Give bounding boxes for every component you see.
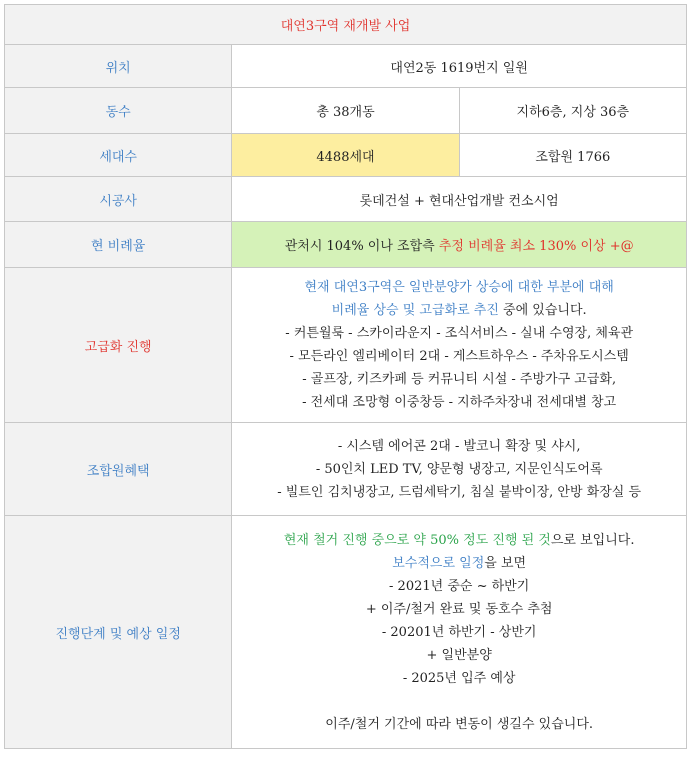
- premium-line-3: - 커튼월룩 - 스카이라운지 - 조식서비스 - 실내 수영장, 체육관: [285, 326, 634, 341]
- info-table: [4, 4, 687, 749]
- households-total: 4488세대: [232, 134, 459, 177]
- schedule-row: [5, 516, 687, 749]
- premium-line-1: 현재 대연3구역은 일반분양가 상승에 대한 부분에 대해: [304, 280, 614, 295]
- builder-value: 롯데건설 + 현대산업개발 컨소시엄: [232, 177, 687, 222]
- premium-line-4: - 모든라인 엘리베이터 2대 - 게스트하우스 - 주차유도시스템: [289, 349, 629, 364]
- ratio-highlight: 추정 비례율 최소 130% 이상 +@: [438, 239, 634, 254]
- schedule-line-1: [240, 529, 678, 552]
- benefits-line-3: - 빌트인 김치냉장고, 드럼세탁기, 침실 붙박이장, 안방 화장실 등: [277, 484, 642, 500]
- premium-highlight: 비례율 상승 및 고급화로 추진: [331, 303, 499, 318]
- buildings-floors: 지하6층, 지상 36층: [459, 88, 686, 134]
- schedule-line-1-rest: 으로 보입니다.: [550, 532, 635, 548]
- builder-label: 시공사: [5, 177, 232, 222]
- schedule-spacer: [240, 690, 678, 713]
- schedule-conservative: 보수적으로 일정: [392, 555, 485, 571]
- premium-line-2-rest: 중에 있습니다.: [498, 303, 587, 318]
- schedule-line-6: + 일반분양: [426, 647, 492, 663]
- table-title: 대연3구역 재개발 사업: [5, 5, 687, 45]
- location-row: [5, 45, 687, 88]
- schedule-line-4: + 이주/철거 완료 및 동호수 추첨: [365, 601, 553, 617]
- benefits-content: [232, 423, 687, 516]
- premium-label: 고급화 진행: [5, 268, 232, 423]
- buildings-row: [5, 88, 687, 134]
- ratio-text: 관처시 104% 이나 조합측: [284, 239, 439, 254]
- schedule-highlight: 현재 철거 진행 중으로 약 50% 정도 진행 된 것: [283, 532, 551, 548]
- ratio-row: [5, 222, 687, 268]
- benefits-label: 조합원혜택: [5, 423, 232, 516]
- premium-row: [5, 268, 687, 423]
- schedule-line-2-rest: 을 보면: [484, 555, 527, 571]
- ratio-value: [232, 222, 687, 268]
- benefits-row: [5, 423, 687, 516]
- households-members: 조합원 1766: [459, 134, 686, 177]
- schedule-line-2: [240, 552, 678, 575]
- schedule-line-7: - 2025년 입주 예상: [402, 670, 516, 686]
- schedule-label: 진행단계 및 예상 일정: [5, 516, 232, 749]
- households-row: [5, 134, 687, 177]
- location-label: 위치: [5, 45, 232, 88]
- premium-line-2: [240, 299, 678, 322]
- title-row: [5, 5, 687, 45]
- premium-content: [232, 268, 687, 423]
- buildings-count: 총 38개동: [232, 88, 459, 134]
- ratio-label: 현 비례율: [5, 222, 232, 268]
- buildings-label: 동수: [5, 88, 232, 134]
- schedule-content: [232, 516, 687, 749]
- benefits-line-1: - 시스템 에어콘 2대 - 발코니 확장 및 샤시,: [337, 438, 581, 454]
- builder-row: [5, 177, 687, 222]
- benefits-line-2: - 50인치 LED TV, 양문형 냉장고, 지문인식도어록: [315, 461, 603, 477]
- location-value: 대연2동 1619번지 일원: [232, 45, 687, 88]
- schedule-line-5: - 20201년 하반기 - 상반기: [381, 624, 537, 640]
- premium-line-6: - 전세대 조망형 이중창등 - 지하주차장내 전세대별 창고: [302, 395, 617, 410]
- schedule-line-8: 이주/철거 기간에 따라 변동이 생길수 있습니다.: [325, 716, 594, 732]
- premium-line-5: - 골프장, 키즈카페 등 커뮤니티 시설 - 주방가구 고급화,: [302, 372, 617, 387]
- households-label: 세대수: [5, 134, 232, 177]
- schedule-line-3: - 2021년 중순 ~ 하반기: [389, 578, 530, 594]
